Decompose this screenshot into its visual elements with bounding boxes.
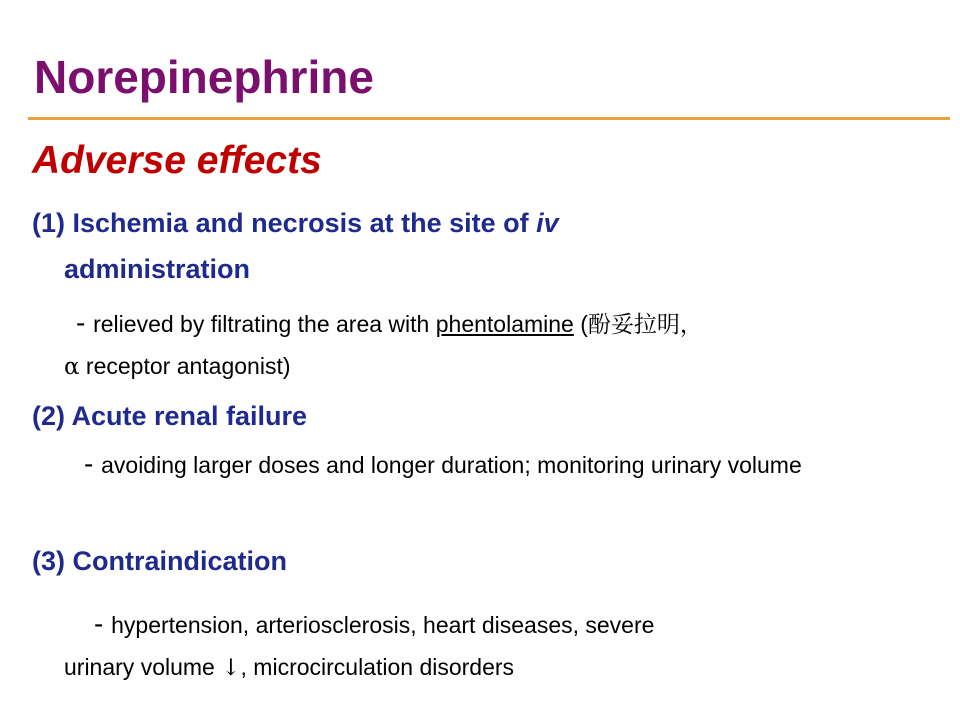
section-subtitle: Adverse effects: [32, 139, 322, 182]
phentolamine-term: phentolamine: [435, 311, 574, 337]
heading-renal-failure: (2) Acute renal failure: [32, 401, 308, 431]
detail-dash: -: [84, 448, 102, 479]
detail-dash: -: [94, 608, 112, 639]
heading-ischemia-iv: iv: [536, 208, 559, 238]
alpha-symbol: α: [64, 354, 80, 380]
detail-contraindication: [64, 603, 938, 689]
heading-ischemia: [32, 200, 559, 292]
detail-contra-line2-post: , microcirculation disorders: [240, 654, 515, 680]
down-arrow-icon: ↓: [221, 655, 241, 681]
detail-ischemia-pre: relieved by filtrating the area with: [93, 311, 436, 337]
detail-renal-failure: [64, 446, 938, 483]
detail-ischemia-post: receptor antagonist): [79, 353, 291, 379]
detail-renal-text: avoiding larger doses and longer duration; monitoring urinary volume: [101, 452, 802, 478]
detail-ischemia-mid: (酚妥拉明，: [573, 311, 703, 337]
detail-ischemia: [64, 302, 938, 388]
heading-contraindication: (3) Contraindication: [32, 546, 287, 576]
detail-contra-line2-pre: urinary volume: [64, 654, 222, 680]
heading-ischemia-text: (1) Ischemia and necrosis at the site of: [32, 208, 537, 238]
slide-title: Norepinephrine: [34, 51, 374, 103]
title-divider: [28, 117, 950, 120]
detail-contra-line1: hypertension, arteriosclerosis, heart diseases, severe: [111, 612, 655, 638]
detail-dash: -: [76, 307, 94, 338]
heading-ischemia-cont: administration: [64, 254, 251, 284]
